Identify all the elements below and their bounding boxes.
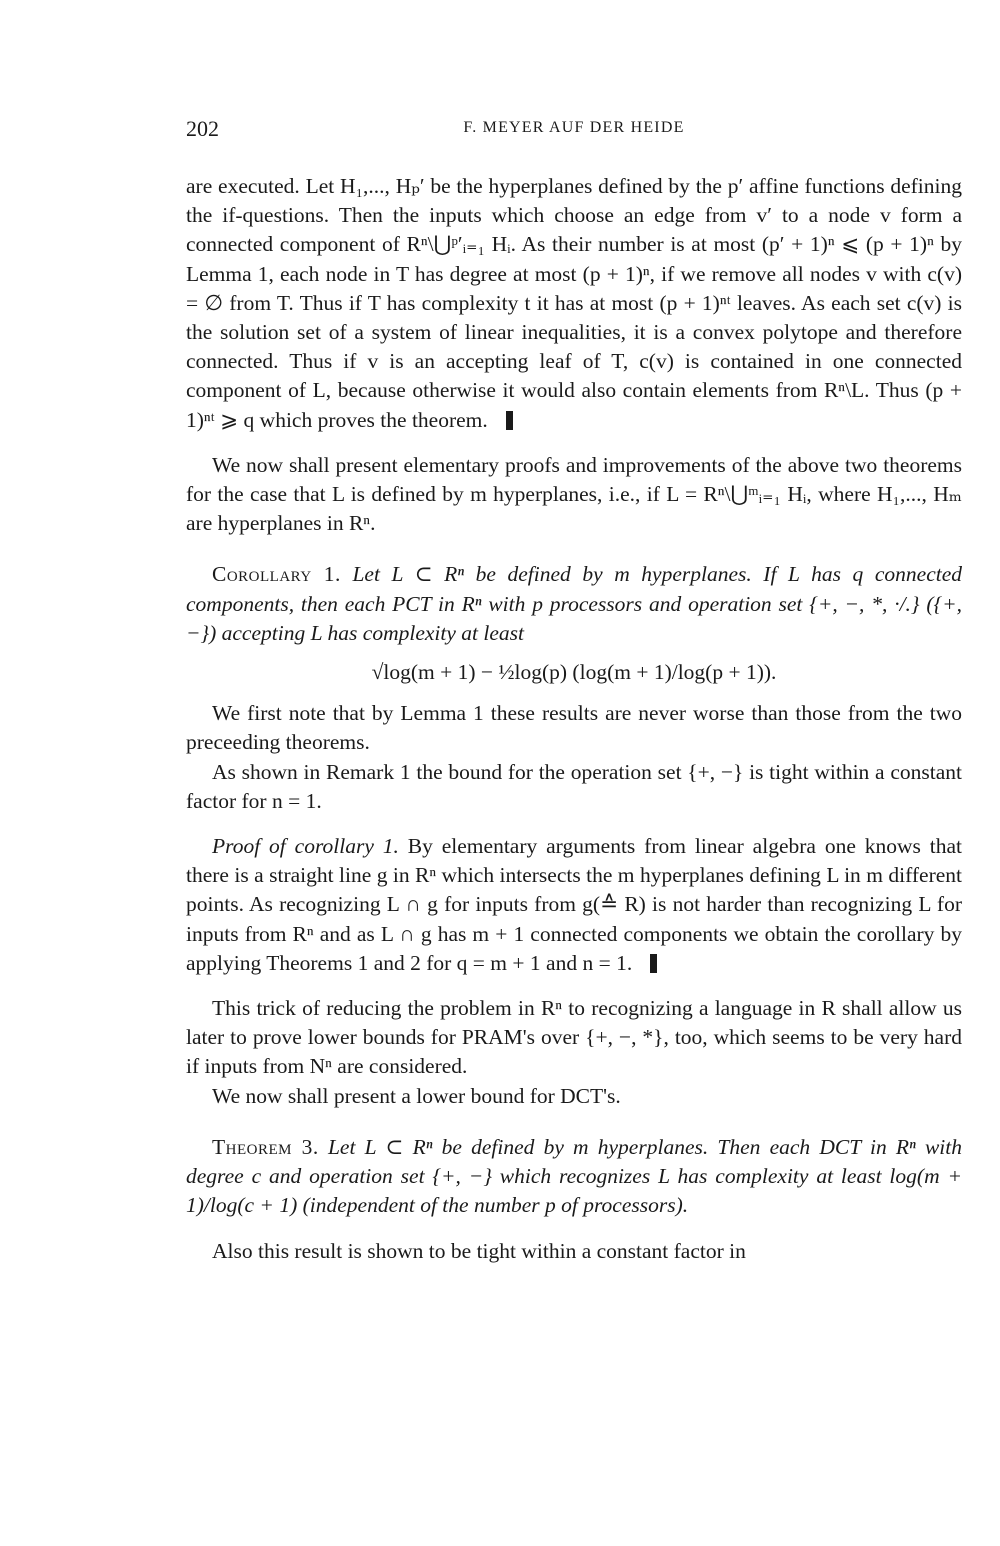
page-number: 202 — [186, 116, 219, 141]
qed-mark — [650, 954, 657, 973]
paragraph-note: We first note that by Lemma 1 these results are never worse than those from the two preceeding theorems. — [186, 701, 962, 755]
corollary-text: Let L ⊂ Rⁿ be defined by m hyperplanes. If L has q connected components, then each PCT in Rⁿ with p processors and operation set {+, −, *, ·/.} ({+, −}) accepting L has complexity at least — [186, 562, 963, 645]
paragraph-text: are executed. Let H₁,..., Hₚ′ be the hyperplanes defined by the p′ affine functions defining the if-questions. Then the inputs which choose an edge from v′ to a node v form a connected component of Rⁿ\⋃ᵖ′ᵢ₌₁ Hᵢ. As their number is at most (p′ + 1)ⁿ ⩽ (p + 1)ⁿ by Lemma 1, each node in T has degree at most (p + 1)ⁿ, if we remove all nodes v with c(v) = ∅ from T. Thus if T has complexity t it has at most (p + 1)ⁿᵗ leaves. As each set c(v) is the solution set of a system of linear inequalities, it is a convex polytope and therefore connected. Thus if v is an accepting leaf of T, c(v) is contained in one connected component of L, because otherwise it would also contain elements from Rⁿ\L. Thus (p + 1)ⁿᵗ ⩾ q which proves the theorem. — [186, 174, 962, 432]
paragraph-tight: Also this result is shown to be tight within a constant factor in — [212, 1238, 746, 1263]
paragraph-remark: As shown in Remark 1 the bound for the operation set {+, −} is tight within a constant factor for n = 1. — [186, 759, 962, 813]
proof-corollary-1 — [186, 832, 962, 978]
paragraph-proof-end — [186, 172, 962, 435]
theorem-3 — [186, 1133, 962, 1221]
proof-text: By elementary arguments from linear algebra one knows that there is a straight line g in Rⁿ which intersects the m hyperplanes defining L in m different points. As recognizing L ∩ g for inputs from g(≙ R) is not harder than recognizing L for inputs from Rⁿ and as L ∩ g has m + 1 connected components we obtain the corollary by applying Theorems 1 and 2 for q = m + 1 and n = 1. — [186, 834, 963, 975]
display-formula: √log(m + 1) − ½log(p) (log(m + 1)/log(p + 1)). — [371, 660, 777, 685]
body-text — [186, 172, 962, 1266]
running-head: F. MEYER AUF DER HEIDE — [463, 119, 685, 136]
paragraph-dct-intro: We now shall present a lower bound for DCT's. — [212, 1083, 621, 1108]
corollary-label: Corollary 1. — [212, 562, 341, 587]
page-header — [186, 116, 962, 150]
corollary-1 — [186, 560, 962, 648]
paragraph-intro: We now shall present elementary proofs and improvements of the above two theorems for the case that L is defined by m hyperplanes, i.e., if L = Rⁿ\⋃ᵐᵢ₌₁ Hᵢ, where H₁,..., Hₘ are hyperplanes in Rⁿ. — [186, 452, 962, 536]
paragraph-trick: This trick of reducing the problem in Rⁿ to recognizing a language in R shall allow us later to prove lower bounds for PRAM's over {+, −, *}, too, which seems to be very hard if inputs from Nⁿ are considered. — [186, 996, 962, 1079]
qed-mark — [506, 411, 513, 430]
theorem-text: Let L ⊂ Rⁿ be defined by m hyperplanes. Then each DCT in Rⁿ with degree c and operation set {+, −} which recognizes L has complexity at least log(m + 1)/log(c + 1) (independent of the number p of processors). — [186, 1134, 962, 1218]
proof-label: Proof of corollary 1. — [212, 834, 399, 859]
theorem-label: Theorem 3. — [212, 1134, 319, 1159]
